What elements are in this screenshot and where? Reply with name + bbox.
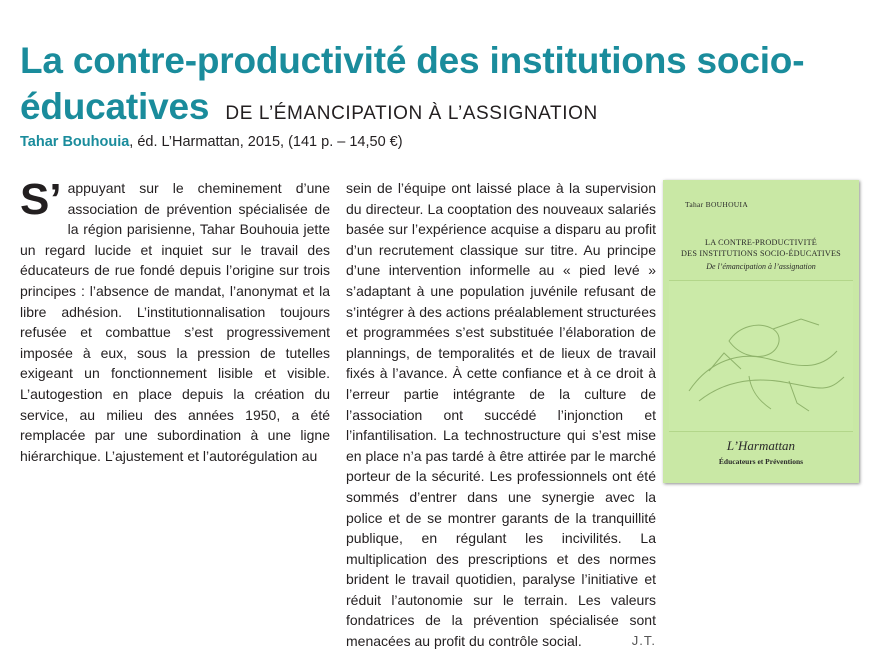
book-cover xyxy=(663,180,859,483)
byline-author: Tahar Bouhouia xyxy=(20,134,130,150)
cover-title-line-2: DES INSTITUTIONS SOCIO-ÉDUCATIVES xyxy=(681,248,841,258)
body-text-1-continued: sein de l’équipe ont laissé place à la supervision du directeur. La cooptation des nouveaux salariés basée sur l’expérience acquise a disparu au profit d’un recrutement classique sur titre. Au principe d’une intervention informelle au « pied levé » s’adaptant à une population juvénile refusant de s’intégrer à des actions préalablement structurées et programmées s’est substituée l’élaboration de plannings, de temporalités et de lieux de travail fixés à l’avance. À cette confiance et à ce droit à l’erreur partie intégrante de la culture de l’association ont succédé l’injonction et l’infantilisation. xyxy=(346,180,656,444)
byline xyxy=(20,134,880,150)
title-main: La contre-productivité des institutions socio-éducatives xyxy=(20,40,805,127)
cover-publisher-logo: L’Harmattan xyxy=(726,438,796,453)
title-subtitle: DE L’ÉMANCIPATION À L’ASSIGNATION xyxy=(225,103,598,124)
article-title xyxy=(20,38,880,137)
body-paragraph-2 xyxy=(346,178,656,652)
cover-collection: Éducateurs et Préventions xyxy=(718,457,804,466)
byline-publication: , éd. L’Harmattan, 2015, (141 p. – 14,50 €) xyxy=(129,134,403,150)
cover-subtitle: De l’émancipation à l’assignation xyxy=(706,262,816,271)
signature: J.T. xyxy=(631,633,656,649)
body-column-1 xyxy=(20,175,330,466)
cover-artwork xyxy=(669,280,853,432)
drop-cap: S’ xyxy=(20,175,62,224)
cover-title xyxy=(669,238,853,259)
body-text-2: La technostructure qui s’est mise en place n’a pas tardé à être attirée par le marché porteur de la sécurité. Les professionnels ont été sommés d’entrer dans une synergie avec la police et de se montrer garants de la tranquillité publique, en régulant les incivilités. La multiplication des prescriptions et des normes brident le travail quotidien, paralyse l’initiative et réduit l’autonomie sur le terrain. Les valeurs fondatrices de la prévention spécialisée sont menacées au profit du contrôle social. xyxy=(346,427,657,650)
cover-title-line-1: LA CONTRE-PRODUCTIVITÉ xyxy=(705,238,817,247)
sketch-figure-icon xyxy=(669,281,853,431)
cover-author: Tahar BOUHOUIA xyxy=(685,200,749,209)
body-paragraph-1 xyxy=(20,175,330,466)
body-text-1: appuyant sur le cheminement d’une association de prévention spécialisée de la région parisienne, Tahar Bouhouia jette un regard lucide et inquiet sur le travail des éducateurs de rue fondé depuis l’origine sur trois principes : l’absence de mandat, l’anonymat et la libre adhésion. L’institutionnalisation toujours refusée et combattue s’est progressivement imposée à eux, sous la pression de tutelles exigeant un fonctionnement lisible et visible. L’autogestion en place depuis la création du service, au milieu des années 1950, a été remplacée par une subordination à une ligne hiérarchique. L’ajustement et l’autorégulation au xyxy=(20,180,330,464)
body-column-2 xyxy=(346,178,656,652)
